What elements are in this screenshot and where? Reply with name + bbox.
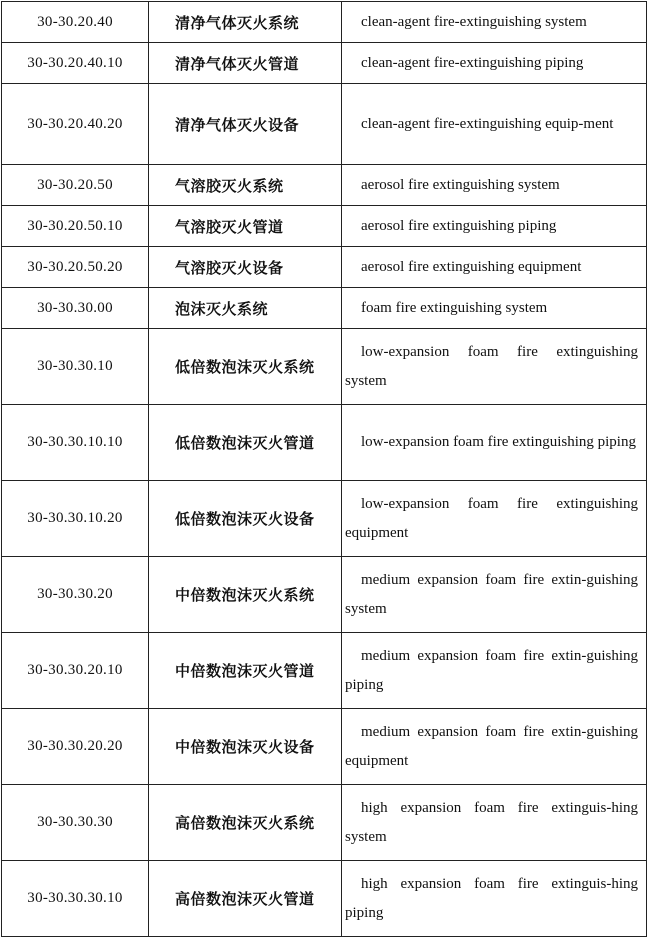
table-row [2, 329, 647, 405]
table-row [2, 43, 647, 84]
english-term-cell: high expansion foam fire extinguis-hing piping [342, 861, 647, 937]
chinese-term-cell: 清净气体灭火设备 [149, 84, 342, 165]
code-cell: 30-30.20.40 [2, 2, 149, 43]
terminology-table-container [1, 1, 647, 934]
table-row [2, 557, 647, 633]
english-term-cell: aerosol fire extinguishing system [342, 165, 647, 206]
chinese-term-cell: 低倍数泡沫灭火管道 [149, 405, 342, 481]
code-cell: 30-30.30.10.20 [2, 481, 149, 557]
code-cell: 30-30.30.20 [2, 557, 149, 633]
terminology-table [1, 1, 647, 937]
code-cell: 30-30.20.50.10 [2, 206, 149, 247]
table-row [2, 481, 647, 557]
english-term-cell: clean-agent fire-extinguishing system [342, 2, 647, 43]
code-cell: 30-30.30.20.10 [2, 633, 149, 709]
chinese-term-cell: 气溶胶灭火设备 [149, 247, 342, 288]
table-row [2, 405, 647, 481]
chinese-term-cell: 低倍数泡沫灭火系统 [149, 329, 342, 405]
code-cell: 30-30.20.50.20 [2, 247, 149, 288]
code-cell: 30-30.30.30.10 [2, 861, 149, 937]
chinese-term-cell: 清净气体灭火管道 [149, 43, 342, 84]
table-row [2, 84, 647, 165]
table-row [2, 288, 647, 329]
code-cell: 30-30.20.40.10 [2, 43, 149, 84]
table-row [2, 785, 647, 861]
english-term-cell: low-expansion foam fire extinguishing equipment [342, 481, 647, 557]
chinese-term-cell: 中倍数泡沫灭火管道 [149, 633, 342, 709]
code-cell: 30-30.30.10 [2, 329, 149, 405]
table-row [2, 165, 647, 206]
table-row [2, 633, 647, 709]
table-row [2, 861, 647, 937]
code-cell: 30-30.30.20.20 [2, 709, 149, 785]
table-row [2, 206, 647, 247]
table-row [2, 247, 647, 288]
english-term-cell: medium expansion foam fire extin-guishing equipment [342, 709, 647, 785]
chinese-term-cell: 高倍数泡沫灭火系统 [149, 785, 342, 861]
chinese-term-cell: 清净气体灭火系统 [149, 2, 342, 43]
english-term-cell: low-expansion foam fire extinguishing piping [342, 405, 647, 481]
english-term-cell: aerosol fire extinguishing piping [342, 206, 647, 247]
code-cell: 30-30.30.00 [2, 288, 149, 329]
english-term-cell: medium expansion foam fire extin-guishing piping [342, 633, 647, 709]
chinese-term-cell: 中倍数泡沫灭火系统 [149, 557, 342, 633]
table-row [2, 2, 647, 43]
english-term-cell: clean-agent fire-extinguishing piping [342, 43, 647, 84]
chinese-term-cell: 高倍数泡沫灭火管道 [149, 861, 342, 937]
chinese-term-cell: 低倍数泡沫灭火设备 [149, 481, 342, 557]
table-row [2, 709, 647, 785]
chinese-term-cell: 气溶胶灭火管道 [149, 206, 342, 247]
english-term-cell: medium expansion foam fire extin-guishing system [342, 557, 647, 633]
chinese-term-cell: 中倍数泡沫灭火设备 [149, 709, 342, 785]
code-cell: 30-30.30.10.10 [2, 405, 149, 481]
english-term-cell: foam fire extinguishing system [342, 288, 647, 329]
code-cell: 30-30.20.50 [2, 165, 149, 206]
english-term-cell: clean-agent fire-extinguishing equip-ment [342, 84, 647, 165]
english-term-cell: low-expansion foam fire extinguishing system [342, 329, 647, 405]
english-term-cell: high expansion foam fire extinguis-hing system [342, 785, 647, 861]
code-cell: 30-30.30.30 [2, 785, 149, 861]
chinese-term-cell: 气溶胶灭火系统 [149, 165, 342, 206]
english-term-cell: aerosol fire extinguishing equipment [342, 247, 647, 288]
chinese-term-cell: 泡沫灭火系统 [149, 288, 342, 329]
code-cell: 30-30.20.40.20 [2, 84, 149, 165]
